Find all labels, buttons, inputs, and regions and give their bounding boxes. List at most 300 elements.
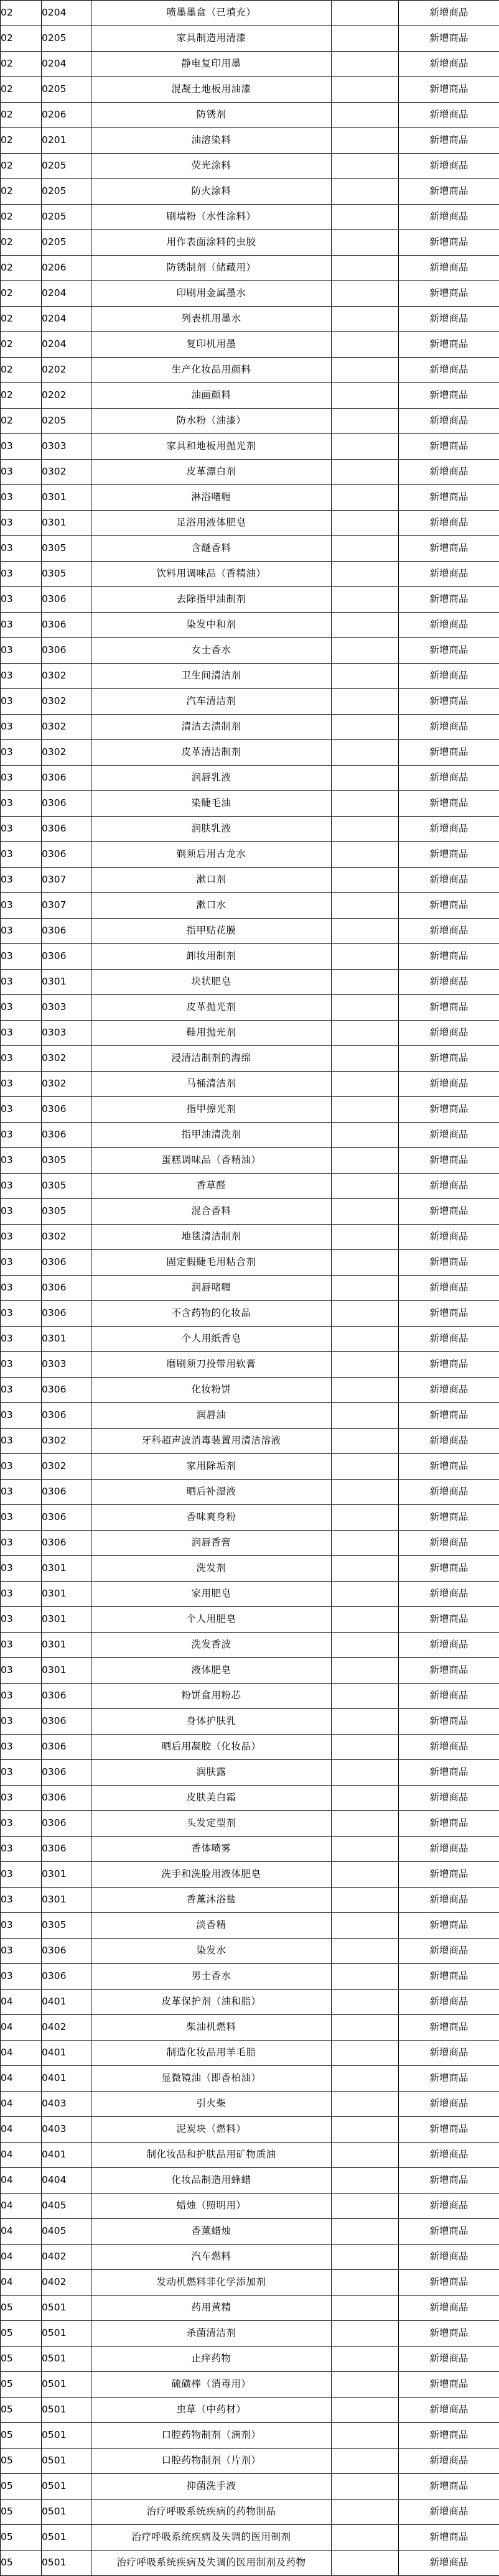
blank-cell bbox=[332, 1837, 399, 1862]
table-row bbox=[1, 460, 499, 485]
group-cell: 0301 bbox=[42, 1327, 91, 1352]
group-cell: 0306 bbox=[42, 1301, 91, 1327]
table-row bbox=[1, 307, 499, 332]
status-cell: 新增商品 bbox=[399, 230, 499, 256]
status-cell: 新增商品 bbox=[399, 485, 499, 511]
goods-name-cell: 液体肥皂 bbox=[91, 1658, 332, 1684]
class-cell: 03 bbox=[1, 536, 42, 562]
group-cell: 0401 bbox=[42, 2066, 91, 2092]
table-row bbox=[1, 613, 499, 638]
class-cell: 03 bbox=[1, 1531, 42, 1556]
goods-name-cell: 润肤乳液 bbox=[91, 817, 332, 842]
table-row bbox=[1, 1429, 499, 1454]
blank-cell bbox=[332, 2219, 399, 2245]
blank-cell bbox=[332, 1964, 399, 1990]
blank-cell bbox=[332, 1072, 399, 1097]
blank-cell bbox=[332, 26, 399, 52]
table-row bbox=[1, 1097, 499, 1123]
group-cell: 0301 bbox=[42, 970, 91, 995]
table-row bbox=[1, 2551, 499, 2576]
table-row bbox=[1, 1786, 499, 1811]
group-cell: 0306 bbox=[42, 1735, 91, 1760]
blank-cell bbox=[332, 817, 399, 842]
group-cell: 0301 bbox=[42, 485, 91, 511]
blank-cell bbox=[332, 664, 399, 689]
goods-name-cell: 制造化妆品用羊毛脂 bbox=[91, 2041, 332, 2066]
group-cell: 0301 bbox=[42, 1582, 91, 1607]
goods-name-cell: 润肤露 bbox=[91, 1760, 332, 1786]
blank-cell bbox=[332, 2500, 399, 2525]
status-cell: 新增商品 bbox=[399, 613, 499, 638]
group-cell: 0302 bbox=[42, 1046, 91, 1072]
status-cell: 新增商品 bbox=[399, 2168, 499, 2194]
status-cell: 新增商品 bbox=[399, 562, 499, 587]
group-cell: 0204 bbox=[42, 281, 91, 307]
blank-cell bbox=[332, 1607, 399, 1633]
goods-name-cell: 柴油机燃料 bbox=[91, 2015, 332, 2041]
blank-cell bbox=[332, 2270, 399, 2296]
status-cell: 新增商品 bbox=[399, 1888, 499, 1913]
status-cell: 新增商品 bbox=[399, 460, 499, 485]
class-cell: 02 bbox=[1, 205, 42, 230]
blank-cell bbox=[332, 1913, 399, 1939]
goods-name-cell: 香体喷雾 bbox=[91, 1837, 332, 1862]
blank-cell bbox=[332, 868, 399, 893]
goods-name-cell: 口腔药物制剂（滴剂） bbox=[91, 2423, 332, 2449]
status-cell: 新增商品 bbox=[399, 179, 499, 205]
blank-cell bbox=[332, 409, 399, 434]
group-cell: 0301 bbox=[42, 1607, 91, 1633]
goods-name-cell: 皮革清洁制剂 bbox=[91, 740, 332, 766]
group-cell: 0501 bbox=[42, 2423, 91, 2449]
status-cell: 新增商品 bbox=[399, 791, 499, 817]
table-row bbox=[1, 485, 499, 511]
blank-cell bbox=[332, 1378, 399, 1403]
class-cell: 03 bbox=[1, 1760, 42, 1786]
blank-cell bbox=[332, 970, 399, 995]
table-row bbox=[1, 1760, 499, 1786]
blank-cell bbox=[332, 2551, 399, 2576]
class-cell: 03 bbox=[1, 817, 42, 842]
status-cell: 新增商品 bbox=[399, 1174, 499, 1199]
status-cell: 新增商品 bbox=[399, 2321, 499, 2347]
table-row bbox=[1, 2347, 499, 2372]
status-cell: 新增商品 bbox=[399, 1786, 499, 1811]
group-cell: 0401 bbox=[42, 2143, 91, 2168]
goods-name-cell: 抑菌洗手液 bbox=[91, 2474, 332, 2500]
status-cell: 新增商品 bbox=[399, 1531, 499, 1556]
goods-name-cell: 防火涂料 bbox=[91, 179, 332, 205]
status-cell: 新增商品 bbox=[399, 2219, 499, 2245]
class-cell: 03 bbox=[1, 842, 42, 868]
status-cell: 新增商品 bbox=[399, 2449, 499, 2474]
group-cell: 0201 bbox=[42, 128, 91, 154]
blank-cell bbox=[332, 2117, 399, 2143]
class-cell: 03 bbox=[1, 766, 42, 791]
class-cell: 05 bbox=[1, 2321, 42, 2347]
table-row bbox=[1, 1888, 499, 1913]
goods-name-cell: 油溶染料 bbox=[91, 128, 332, 154]
group-cell: 0303 bbox=[42, 434, 91, 460]
blank-cell bbox=[332, 2449, 399, 2474]
blank-cell bbox=[332, 1021, 399, 1046]
table-row bbox=[1, 1964, 499, 1990]
blank-cell bbox=[332, 1301, 399, 1327]
goods-name-cell: 泥炭块（燃料） bbox=[91, 2117, 332, 2143]
goods-name-cell: 含醚香料 bbox=[91, 536, 332, 562]
class-cell: 05 bbox=[1, 2551, 42, 2576]
table-row bbox=[1, 256, 499, 281]
table-row bbox=[1, 1837, 499, 1862]
goods-name-cell: 指甲贴花膜 bbox=[91, 919, 332, 944]
goods-name-cell: 刷墙粉（水性涂料） bbox=[91, 205, 332, 230]
blank-cell bbox=[332, 842, 399, 868]
table-row bbox=[1, 230, 499, 256]
blank-cell bbox=[332, 2296, 399, 2321]
class-cell: 02 bbox=[1, 409, 42, 434]
class-cell: 04 bbox=[1, 2015, 42, 2041]
group-cell: 0302 bbox=[42, 664, 91, 689]
status-cell: 新增商品 bbox=[399, 587, 499, 613]
status-cell: 新增商品 bbox=[399, 1862, 499, 1888]
class-cell: 02 bbox=[1, 52, 42, 77]
status-cell: 新增商品 bbox=[399, 715, 499, 740]
blank-cell bbox=[332, 2015, 399, 2041]
blank-cell bbox=[332, 2092, 399, 2117]
class-cell: 03 bbox=[1, 638, 42, 664]
table-row bbox=[1, 1582, 499, 1607]
table-row bbox=[1, 664, 499, 689]
table-row bbox=[1, 1327, 499, 1352]
goods-name-cell: 香草醛 bbox=[91, 1174, 332, 1199]
status-cell: 新增商品 bbox=[399, 1199, 499, 1225]
class-cell: 03 bbox=[1, 613, 42, 638]
table-row bbox=[1, 2449, 499, 2474]
class-cell: 02 bbox=[1, 26, 42, 52]
table-row bbox=[1, 409, 499, 434]
goods-name-cell: 汽车清洁剂 bbox=[91, 689, 332, 715]
table-row bbox=[1, 179, 499, 205]
blank-cell bbox=[332, 1862, 399, 1888]
status-cell: 新增商品 bbox=[399, 1327, 499, 1352]
group-cell: 0306 bbox=[42, 1786, 91, 1811]
class-cell: 04 bbox=[1, 2270, 42, 2296]
blank-cell bbox=[332, 2398, 399, 2423]
class-cell: 03 bbox=[1, 1046, 42, 1072]
class-cell: 02 bbox=[1, 281, 42, 307]
status-cell: 新增商品 bbox=[399, 2092, 499, 2117]
group-cell: 0305 bbox=[42, 1174, 91, 1199]
blank-cell bbox=[332, 1327, 399, 1352]
class-cell: 03 bbox=[1, 1480, 42, 1505]
class-cell: 05 bbox=[1, 2423, 42, 2449]
blank-cell bbox=[332, 613, 399, 638]
goods-name-cell: 漱口水 bbox=[91, 893, 332, 919]
goods-name-cell: 淡香精 bbox=[91, 1913, 332, 1939]
table-row bbox=[1, 1735, 499, 1760]
blank-cell bbox=[332, 1480, 399, 1505]
table-row bbox=[1, 766, 499, 791]
class-cell: 05 bbox=[1, 2347, 42, 2372]
class-cell: 03 bbox=[1, 1097, 42, 1123]
table-row bbox=[1, 52, 499, 77]
class-cell: 03 bbox=[1, 1276, 42, 1301]
status-cell: 新增商品 bbox=[399, 817, 499, 842]
class-cell: 02 bbox=[1, 383, 42, 409]
goods-name-cell: 香味爽身粉 bbox=[91, 1505, 332, 1531]
table-row bbox=[1, 2296, 499, 2321]
status-cell: 新增商品 bbox=[399, 332, 499, 358]
group-cell: 0501 bbox=[42, 2321, 91, 2347]
group-cell: 0403 bbox=[42, 2117, 91, 2143]
table-row bbox=[1, 511, 499, 536]
table-row bbox=[1, 2117, 499, 2143]
table-row bbox=[1, 128, 499, 154]
class-cell: 03 bbox=[1, 1888, 42, 1913]
blank-cell bbox=[332, 383, 399, 409]
goods-name-cell: 个人用肥皂 bbox=[91, 1607, 332, 1633]
status-cell: 新增商品 bbox=[399, 1378, 499, 1403]
table-row bbox=[1, 332, 499, 358]
group-cell: 0401 bbox=[42, 1990, 91, 2015]
goods-name-cell: 蛋糕调味品（香精油） bbox=[91, 1148, 332, 1174]
goods-name-cell: 磨刷须刀投带用软膏 bbox=[91, 1352, 332, 1378]
class-cell: 04 bbox=[1, 2117, 42, 2143]
group-cell: 0307 bbox=[42, 868, 91, 893]
status-cell: 新增商品 bbox=[399, 1939, 499, 1964]
goods-name-cell: 虫草（中药材） bbox=[91, 2398, 332, 2423]
table-row bbox=[1, 562, 499, 587]
status-cell: 新增商品 bbox=[399, 766, 499, 791]
blank-cell bbox=[332, 1633, 399, 1658]
blank-cell bbox=[332, 1174, 399, 1199]
table-row bbox=[1, 2219, 499, 2245]
group-cell: 0306 bbox=[42, 1250, 91, 1276]
group-cell: 0205 bbox=[42, 26, 91, 52]
group-cell: 0301 bbox=[42, 1556, 91, 1582]
group-cell: 0302 bbox=[42, 460, 91, 485]
class-cell: 05 bbox=[1, 2398, 42, 2423]
class-cell: 03 bbox=[1, 944, 42, 970]
status-cell: 新增商品 bbox=[399, 77, 499, 103]
table-row bbox=[1, 1531, 499, 1556]
blank-cell bbox=[332, 689, 399, 715]
table-row bbox=[1, 638, 499, 664]
group-cell: 0306 bbox=[42, 1939, 91, 1964]
blank-cell bbox=[332, 2245, 399, 2270]
class-cell: 03 bbox=[1, 919, 42, 944]
table-row bbox=[1, 995, 499, 1021]
status-cell: 新增商品 bbox=[399, 2117, 499, 2143]
table-row bbox=[1, 383, 499, 409]
goods-name-cell: 不含药物的化妆品 bbox=[91, 1301, 332, 1327]
status-cell: 新增商品 bbox=[399, 2015, 499, 2041]
group-cell: 0306 bbox=[42, 1480, 91, 1505]
status-cell: 新增商品 bbox=[399, 2500, 499, 2525]
class-cell: 03 bbox=[1, 1403, 42, 1429]
goods-name-cell: 去除指甲油制剂 bbox=[91, 587, 332, 613]
goods-name-cell: 复印机用墨 bbox=[91, 332, 332, 358]
status-cell: 新增商品 bbox=[399, 1964, 499, 1990]
group-cell: 0303 bbox=[42, 1352, 91, 1378]
goods-name-cell: 润唇乳液 bbox=[91, 766, 332, 791]
blank-cell bbox=[332, 460, 399, 485]
status-cell: 新增商品 bbox=[399, 1301, 499, 1327]
status-cell: 新增商品 bbox=[399, 536, 499, 562]
status-cell: 新增商品 bbox=[399, 1709, 499, 1735]
group-cell: 0301 bbox=[42, 511, 91, 536]
blank-cell bbox=[332, 1939, 399, 1964]
table-row bbox=[1, 205, 499, 230]
goods-name-cell: 地毯清洁制剂 bbox=[91, 1225, 332, 1250]
table-row bbox=[1, 2321, 499, 2347]
goods-name-cell: 防水粉（油漆） bbox=[91, 409, 332, 434]
blank-cell bbox=[332, 485, 399, 511]
blank-cell bbox=[332, 2321, 399, 2347]
table-row bbox=[1, 2066, 499, 2092]
group-cell: 0305 bbox=[42, 562, 91, 587]
table-row bbox=[1, 1021, 499, 1046]
goods-name-cell: 晒后补湿液 bbox=[91, 1480, 332, 1505]
goods-name-cell: 足浴用液体肥皂 bbox=[91, 511, 332, 536]
status-cell: 新增商品 bbox=[399, 970, 499, 995]
table-row bbox=[1, 358, 499, 383]
goods-name-cell: 润唇香膏 bbox=[91, 1531, 332, 1556]
class-cell: 03 bbox=[1, 1582, 42, 1607]
table-row bbox=[1, 1199, 499, 1225]
goods-name-cell: 止痒药物 bbox=[91, 2347, 332, 2372]
status-cell: 新增商品 bbox=[399, 868, 499, 893]
status-cell: 新增商品 bbox=[399, 434, 499, 460]
group-cell: 0305 bbox=[42, 1148, 91, 1174]
blank-cell bbox=[332, 1046, 399, 1072]
goods-name-cell: 硫磺棒（消毒用） bbox=[91, 2372, 332, 2398]
goods-name-cell: 油画颜料 bbox=[91, 383, 332, 409]
goods-name-cell: 牙科超声波消毒装置用清洁溶液 bbox=[91, 1429, 332, 1454]
status-cell: 新增商品 bbox=[399, 1454, 499, 1480]
group-cell: 0306 bbox=[42, 587, 91, 613]
blank-cell bbox=[332, 1250, 399, 1276]
blank-cell bbox=[332, 740, 399, 766]
class-cell: 03 bbox=[1, 511, 42, 536]
status-cell: 新增商品 bbox=[399, 2296, 499, 2321]
group-cell: 0204 bbox=[42, 307, 91, 332]
class-cell: 02 bbox=[1, 1, 42, 26]
blank-cell bbox=[332, 2525, 399, 2551]
goods-name-cell: 口腔药物制剂（片剂） bbox=[91, 2449, 332, 2474]
goods-name-cell: 列表机用墨水 bbox=[91, 307, 332, 332]
class-cell: 02 bbox=[1, 230, 42, 256]
class-cell: 03 bbox=[1, 587, 42, 613]
goods-name-cell: 化妆品制造用蜂蜡 bbox=[91, 2168, 332, 2194]
table-row bbox=[1, 1250, 499, 1276]
goods-name-cell: 淋浴啫喱 bbox=[91, 485, 332, 511]
status-cell: 新增商品 bbox=[399, 358, 499, 383]
group-cell: 0206 bbox=[42, 103, 91, 128]
group-cell: 0301 bbox=[42, 1888, 91, 1913]
group-cell: 0306 bbox=[42, 1709, 91, 1735]
status-cell: 新增商品 bbox=[399, 1250, 499, 1276]
table-row bbox=[1, 1, 499, 26]
blank-cell bbox=[332, 562, 399, 587]
goods-name-cell: 洗发香波 bbox=[91, 1633, 332, 1658]
table-row bbox=[1, 1301, 499, 1327]
table-row bbox=[1, 868, 499, 893]
group-cell: 0306 bbox=[42, 638, 91, 664]
blank-cell bbox=[332, 536, 399, 562]
blank-cell bbox=[332, 1148, 399, 1174]
class-cell: 03 bbox=[1, 1250, 42, 1276]
class-cell: 04 bbox=[1, 2168, 42, 2194]
blank-cell bbox=[332, 511, 399, 536]
goods-name-cell: 化妆粉饼 bbox=[91, 1378, 332, 1403]
goods-name-cell: 印刷用金属墨水 bbox=[91, 281, 332, 307]
group-cell: 0306 bbox=[42, 1811, 91, 1837]
table-row bbox=[1, 1709, 499, 1735]
goods-name-cell: 浸清洁制剂的海绵 bbox=[91, 1046, 332, 1072]
class-cell: 03 bbox=[1, 1199, 42, 1225]
blank-cell bbox=[332, 434, 399, 460]
table-row bbox=[1, 103, 499, 128]
group-cell: 0301 bbox=[42, 1658, 91, 1684]
goods-name-cell: 汽车燃料 bbox=[91, 2245, 332, 2270]
goods-name-cell: 漱口剂 bbox=[91, 868, 332, 893]
group-cell: 0301 bbox=[42, 1633, 91, 1658]
group-cell: 0404 bbox=[42, 2168, 91, 2194]
class-cell: 03 bbox=[1, 1633, 42, 1658]
group-cell: 0306 bbox=[42, 1837, 91, 1862]
goods-name-cell: 药用黄精 bbox=[91, 2296, 332, 2321]
goods-name-cell: 用作表面涂料的虫胶 bbox=[91, 230, 332, 256]
blank-cell bbox=[332, 1684, 399, 1709]
status-cell: 新增商品 bbox=[399, 2372, 499, 2398]
blank-cell bbox=[332, 154, 399, 179]
class-cell: 03 bbox=[1, 868, 42, 893]
group-cell: 0305 bbox=[42, 1913, 91, 1939]
table-row bbox=[1, 1378, 499, 1403]
class-cell: 03 bbox=[1, 1556, 42, 1582]
goods-name-cell: 鞋用抛光剂 bbox=[91, 1021, 332, 1046]
blank-cell bbox=[332, 1990, 399, 2015]
group-cell: 0205 bbox=[42, 205, 91, 230]
class-cell: 03 bbox=[1, 1301, 42, 1327]
group-cell: 0205 bbox=[42, 409, 91, 434]
goods-name-cell: 男士香水 bbox=[91, 1964, 332, 1990]
group-cell: 0301 bbox=[42, 1862, 91, 1888]
blank-cell bbox=[332, 791, 399, 817]
class-cell: 03 bbox=[1, 1837, 42, 1862]
class-cell: 02 bbox=[1, 103, 42, 128]
goods-name-cell: 皮革漂白剂 bbox=[91, 460, 332, 485]
blank-cell bbox=[332, 230, 399, 256]
group-cell: 0204 bbox=[42, 332, 91, 358]
group-cell: 0501 bbox=[42, 2296, 91, 2321]
group-cell: 0402 bbox=[42, 2015, 91, 2041]
goods-name-cell: 身体护肤乳 bbox=[91, 1709, 332, 1735]
status-cell: 新增商品 bbox=[399, 1735, 499, 1760]
table-row bbox=[1, 1123, 499, 1148]
table-row bbox=[1, 893, 499, 919]
goods-name-cell: 润唇油 bbox=[91, 1403, 332, 1429]
status-cell: 新增商品 bbox=[399, 689, 499, 715]
table-row bbox=[1, 740, 499, 766]
goods-name-cell: 混合香料 bbox=[91, 1199, 332, 1225]
status-cell: 新增商品 bbox=[399, 281, 499, 307]
status-cell: 新增商品 bbox=[399, 893, 499, 919]
status-cell: 新增商品 bbox=[399, 2525, 499, 2551]
table-row bbox=[1, 1658, 499, 1684]
table-row bbox=[1, 281, 499, 307]
